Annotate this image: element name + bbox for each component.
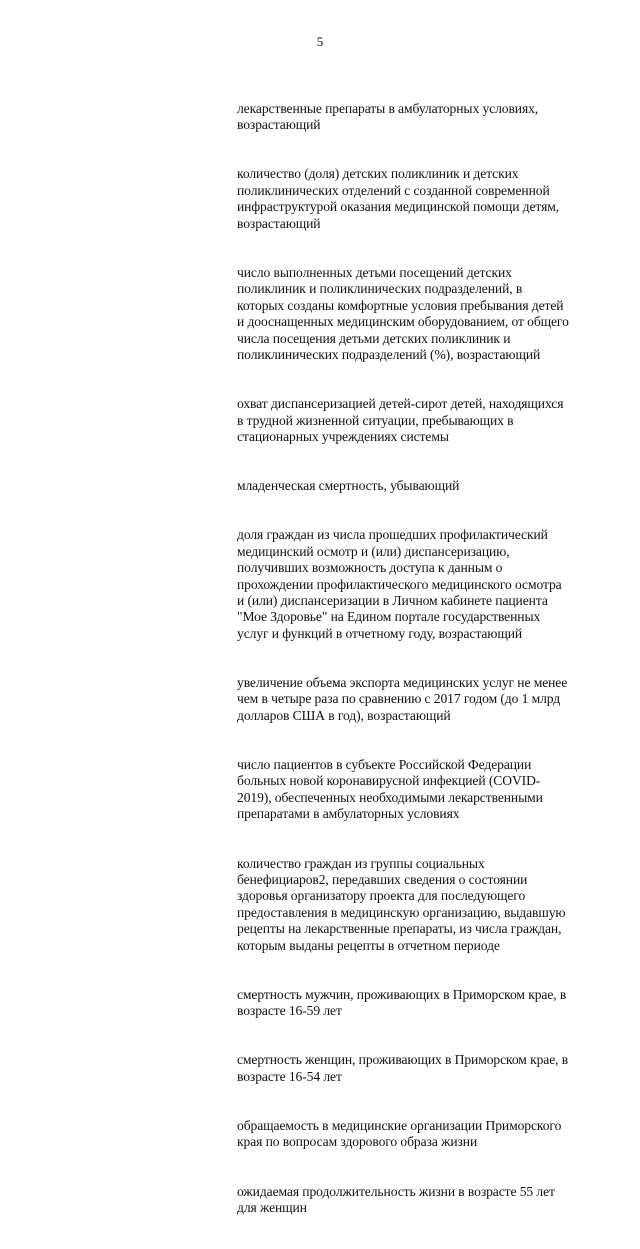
indicator-paragraph: обращаемость в медицинские организации Приморского края по вопросам здорового образа жизни (237, 1118, 562, 1150)
indicator-paragraph: доля граждан из числа прошедших профилактический медицинский осмотр и (или) диспансеризацию, получивших возможность доступа к данным о прохождении профилактического медицинского осмотра и (или) диспансеризации в Личном кабинете пациента "Мое Здоровье" на Едином портале государственных услуг и функций в отчетному году, возрастающий (237, 527, 562, 641)
indicator-paragraph: число пациентов в субъекте Российской Федерации больных новой коронавирусной инфекцией (COVID- 2019), обеспеченных необходимыми лекарственными препаратами в амбулаторных условиях (237, 757, 543, 822)
indicator-paragraph: лекарственные препараты в амбулаторных условиях, возрастающий (237, 100, 539, 133)
indicator-paragraph: ожидаемая продолжительность жизни в возрасте 55 лет для женщин (237, 1183, 555, 1216)
indicator-paragraph: увеличение объема экспорта медицинских услуг не менее чем в четыре раза по сравнению с 2017 годом (до 1 млрд долларов США в год), возрастающий (237, 675, 568, 723)
indicator-list (237, 68, 629, 1249)
indicator-paragraph: младенческая смертность, убывающий (237, 478, 460, 494)
indicator-paragraph: охват диспансеризацией детей-сирот детей, находящихся в трудной жизненной ситуации, пребывающих в стационарных учреждениях системы (237, 396, 564, 444)
indicator-paragraph: смертность мужчин, проживающих в Приморском крае, в возрасте 16-59 лет (237, 986, 567, 1019)
indicator-paragraph: число выполненных детьми посещений детских поликлиник и поликлинических подразделений, в которых созданы комфортные условия пребывания детей и дооснащенных медицинским оборудованием, от общего числа посещения детьми детских поликлиник и поликлинических подразделений (%), возрастающий (237, 264, 569, 362)
indicator-paragraph: количество (доля) детских поликлиник и детских поликлинических отделений с созданной современной инфраструктурой оказания медицинской помощи детям, возрастающий (237, 166, 560, 231)
indicator-paragraph: количество граждан из группы социальных бенефициаров2, передавших сведения о состоянии здоровья организатору проекта для последующего предоставления в медицинскую организацию, выдавшую рецепты на лекарственные препараты, из числа граждан, которым выданы рецепты в отчетном периоде (237, 855, 566, 953)
indicator-paragraph: смертность женщин, проживающих в Приморском крае, в возрасте 16-54 лет (237, 1052, 569, 1084)
page-number: 5 (316, 34, 324, 49)
